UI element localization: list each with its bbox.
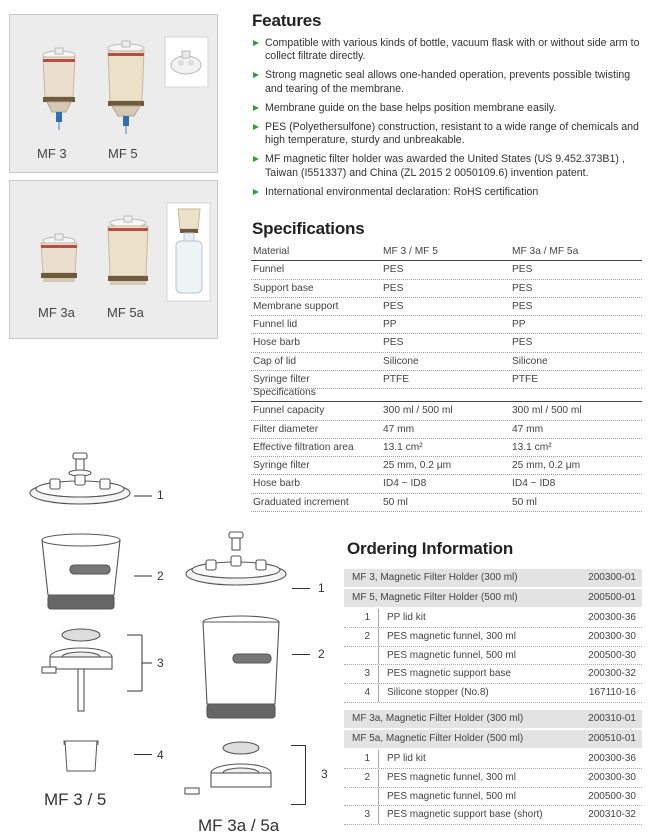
- material-table: [251, 243, 642, 389]
- table-row: Filter diameter 47 mm 47 mm: [251, 421, 642, 439]
- table-row: Funnel PES PES: [251, 261, 642, 279]
- ordering-header-row: MF 3a, Magnetic Filter Holder (300 ml) 200310-01: [344, 710, 642, 728]
- list-item: PES magnetic funnel, 500 ml 200500-30: [344, 788, 642, 807]
- callout-left-4: 4: [157, 748, 164, 762]
- ordering-title: Ordering Information: [347, 539, 514, 558]
- callout-right-3: 3: [321, 767, 328, 781]
- list-item: 1 PP lid kit 200300-36: [344, 750, 642, 769]
- bullet-triangle-icon: [253, 105, 259, 111]
- features-title: Features: [252, 11, 322, 30]
- callout-right-2: 2: [318, 647, 325, 661]
- table-row: Hose barb PES PES: [251, 334, 642, 352]
- ordering-header-row: MF 3, Magnetic Filter Holder (300 ml) 200300-01: [344, 569, 642, 587]
- list-item: 2 PES magnetic funnel, 300 ml 200300-30: [344, 628, 642, 647]
- product-panel-mf3-mf5: [9, 14, 218, 173]
- bullet-triangle-icon: [253, 156, 259, 162]
- table-row: Funnel capacity 300 ml / 500 ml 300 ml / 500 ml: [251, 402, 642, 420]
- callout-left-2: 2: [157, 569, 164, 583]
- stopper-shape: [64, 740, 98, 772]
- product-label-mf5a: MF 5a: [107, 305, 144, 320]
- feature-item: International environmental declaration: RoHS certification: [253, 186, 649, 199]
- feature-item: Strong magnetic seal allows one-handed operation, prevents possible twisting and tearing of the membrane.: [253, 69, 649, 95]
- list-item: 3 PES magnetic support base 200300-32: [344, 665, 642, 684]
- specifications-title: Specifications: [252, 219, 365, 238]
- stopper-drawing: [64, 740, 98, 772]
- product-panel-mf3a-mf5a: [9, 180, 218, 339]
- list-item: PES magnetic funnel, 500 ml 200500-30: [344, 647, 642, 666]
- bullet-triangle-icon: [253, 40, 259, 46]
- callout-left-1: 1: [157, 488, 164, 502]
- table-row: Hose barb ID4 ~ ID8 ID4 ~ ID8: [251, 475, 642, 493]
- ordering-header-row: MF 5a, Magnetic Filter Holder (500 ml) 200510-01: [344, 730, 642, 748]
- table-row: Effective filtration area 13.1 cm² 13.1 cm²: [251, 439, 642, 457]
- ordering-header-row: MF 5, Magnetic Filter Holder (500 ml) 200500-01: [344, 589, 642, 607]
- list-item: 2 PES magnetic funnel, 300 ml 200300-30: [344, 769, 642, 788]
- ordering-group-mf3-mf5: [344, 569, 642, 703]
- callout-line-right-1: [292, 588, 310, 589]
- feature-item: Compatible with various kinds of bottle, vacuum flask with or without side arm to collect filtrate directly.: [253, 37, 649, 63]
- bullet-triangle-icon: [253, 189, 259, 195]
- product-label-mf3: MF 3: [37, 146, 67, 161]
- list-item: 4 Silicone stopper (No.8) 167110-16: [344, 684, 642, 703]
- feature-item: MF magnetic filter holder was awarded the United States (US 9.452.373B1) , Taiwan (I551337) and China (ZL 2015 2 0050109.6) invention patent.: [253, 153, 649, 179]
- table-row: Graduated increment 50 ml 50 ml: [251, 494, 642, 512]
- feature-item: Membrane guide on the base helps position membrane easily.: [253, 102, 649, 115]
- diagram-title-mf3-5: MF 3 / 5: [44, 790, 107, 809]
- callout-bracket-right-3: [291, 745, 306, 805]
- product-label-mf5: MF 5: [108, 146, 138, 161]
- list-item: 1 PP lid kit 200300-36: [344, 609, 642, 628]
- callout-left-3: 3: [157, 656, 164, 670]
- table-row: Cap of lid Silicone Silicone: [251, 353, 642, 371]
- features-list: [253, 37, 649, 205]
- callout-right-1: 1: [318, 581, 325, 595]
- callout-line-right-2: [292, 654, 310, 655]
- ordering-group-mf3a-mf5a: [344, 710, 642, 825]
- table-row: Membrane support PES PES: [251, 298, 642, 316]
- callout-line-4: [134, 754, 152, 755]
- list-item: 3 PES magnetic support base (short) 200310-32: [344, 806, 642, 825]
- table-row: Funnel lid PP PP: [251, 316, 642, 334]
- material-table-header: Material MF 3 / MF 5 MF 3a / MF 5a: [251, 243, 642, 261]
- table-row: Support base PES PES: [251, 280, 642, 298]
- table-row: Syringe filter PTFE PTFE: [251, 371, 642, 389]
- bullet-triangle-icon: [253, 72, 259, 78]
- bullet-triangle-icon: [253, 124, 259, 130]
- specification-subheader: Specifications: [251, 384, 642, 402]
- product-label-mf3a: MF 3a: [38, 305, 75, 320]
- table-row: Syringe filter 25 mm, 0.2 μm 25 mm, 0.2 μm: [251, 457, 642, 475]
- feature-item: PES (Polyethersulfone) construction, resistant to a wide range of chemicals and high temperature, sturdy and unbreakable.: [253, 121, 649, 147]
- diagram-title-mf3a-5a: MF 3a / 5a: [198, 816, 280, 835]
